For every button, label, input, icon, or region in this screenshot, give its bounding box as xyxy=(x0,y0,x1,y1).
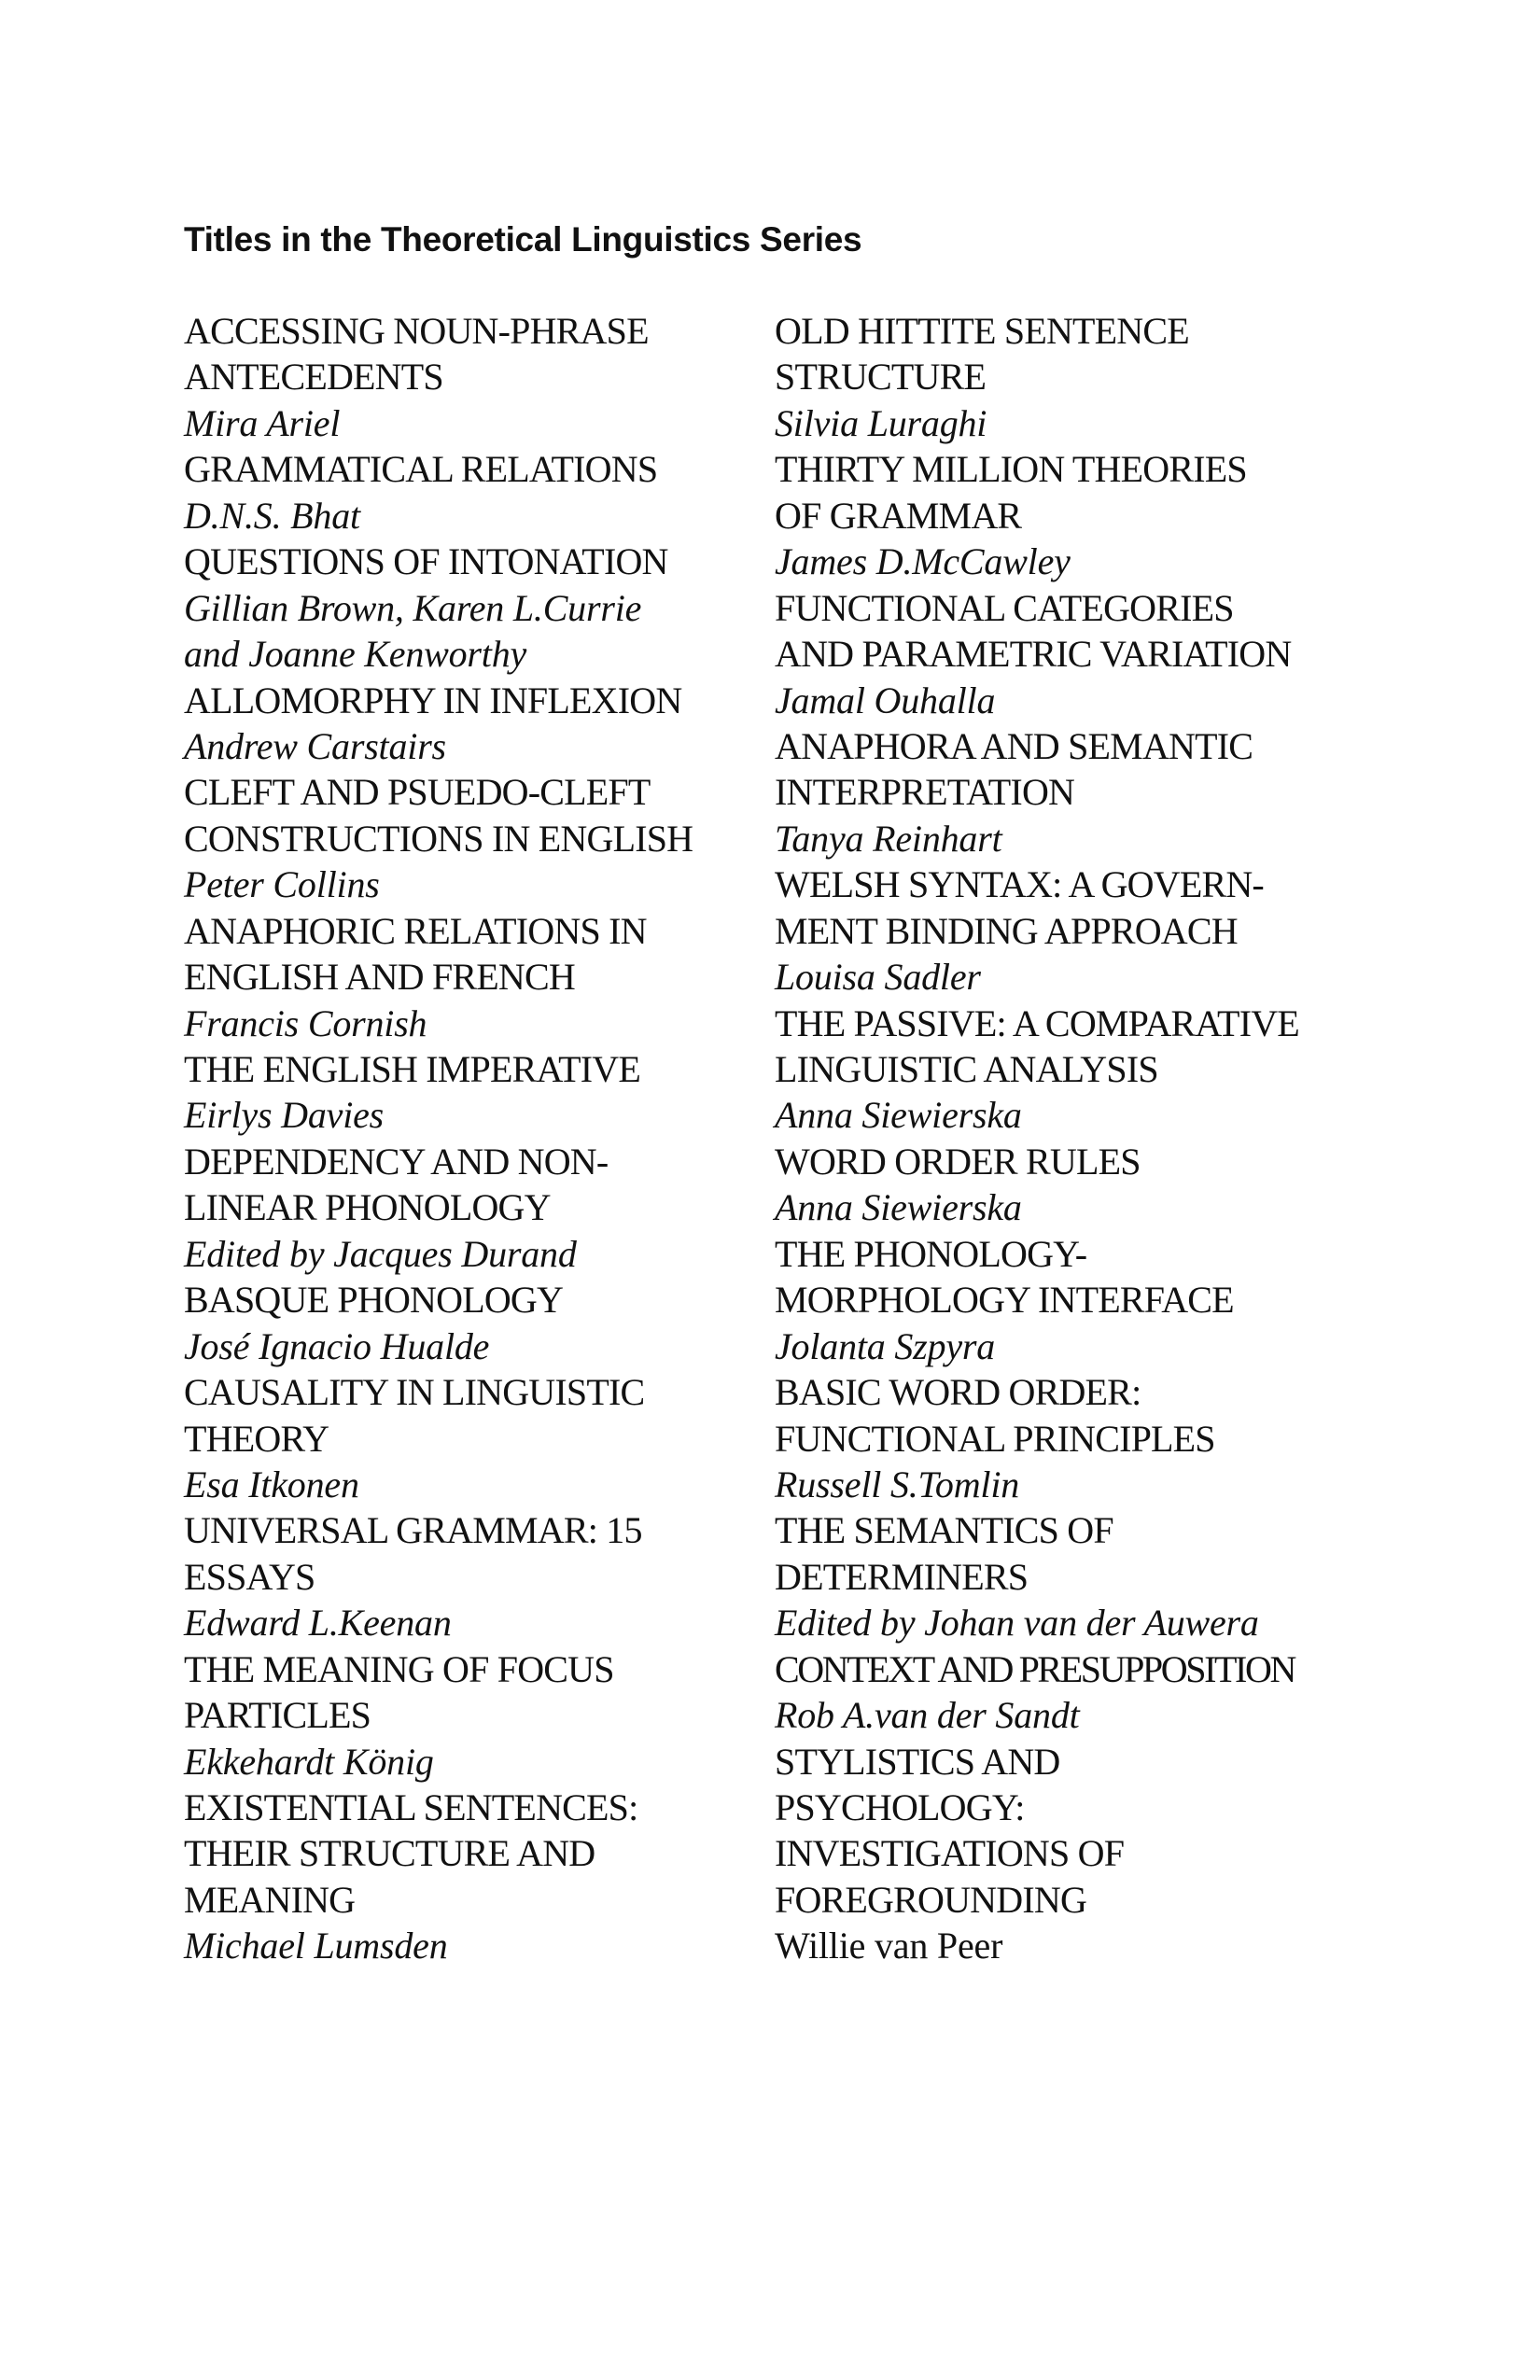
book-author: Anna Siewierska xyxy=(775,1094,1022,1137)
book-author: José Ignacio Hualde xyxy=(184,1324,490,1367)
book-author: and Joanne Kenworthy xyxy=(184,633,527,676)
book-title-line: BASIC WORD ORDER: xyxy=(775,1371,1141,1414)
book-author: Edward L.Keenan xyxy=(184,1602,452,1645)
book-title-line: THE SEMANTICS OF xyxy=(775,1509,1113,1552)
book-title-line: FOREGROUNDING xyxy=(775,1878,1087,1921)
book-title-line: ENGLISH AND FRENCH xyxy=(184,956,575,999)
book-author: Andrew Carstairs xyxy=(184,724,446,767)
book-title-line: THE PHONOLOGY- xyxy=(775,1232,1087,1275)
book-title-line: THE PASSIVE: A COMPARATIVE xyxy=(775,1001,1299,1044)
book-title-line: DEPENDENCY AND NON- xyxy=(184,1140,609,1183)
book-title-line: ALLOMORPHY IN INFLEXION xyxy=(184,679,682,721)
book-author: Anna Siewierska xyxy=(775,1186,1022,1229)
book-author: Gillian Brown, Karen L.Currie xyxy=(184,586,642,629)
book-title-line: OLD HITTITE SENTENCE xyxy=(775,310,1189,352)
page-title: Titles in the Theoretical Linguistics Series xyxy=(184,220,862,259)
book-title-line: GRAMMATICAL RELATIONS xyxy=(184,448,658,491)
book-title-line: OF GRAMMAR xyxy=(775,494,1022,537)
book-author: Mira Ariel xyxy=(184,401,341,444)
book-author: Willie van Peer xyxy=(775,1925,1003,1967)
book-title-line: LINEAR PHONOLOGY xyxy=(184,1186,551,1229)
book-title-line: MENT BINDING APPROACH xyxy=(775,909,1238,952)
book-title-line: CONSTRUCTIONS IN ENGLISH xyxy=(184,817,693,860)
book-author: Edited by Johan van der Auwera xyxy=(775,1602,1259,1645)
book-title-line: THE ENGLISH IMPERATIVE xyxy=(184,1048,641,1090)
book-title-line: WELSH SYNTAX: A GOVERN- xyxy=(775,863,1264,906)
book-title-line: THEIR STRUCTURE AND xyxy=(184,1832,595,1875)
book-title-line: FUNCTIONAL CATEGORIES xyxy=(775,586,1234,629)
book-author: Ekkehardt König xyxy=(184,1740,434,1783)
book-author: Francis Cornish xyxy=(184,1001,427,1044)
book-author: Jamal Ouhalla xyxy=(775,679,996,721)
book-author: D.N.S. Bhat xyxy=(184,494,360,537)
book-title-line: UNIVERSAL GRAMMAR: 15 xyxy=(184,1509,642,1552)
book-title-line: CAUSALITY IN LINGUISTIC xyxy=(184,1371,645,1414)
book-author: Tanya Reinhart xyxy=(775,817,1002,860)
book-title-line: LINGUISTIC ANALYSIS xyxy=(775,1048,1158,1090)
book-author: Jolanta Szpyra xyxy=(775,1324,996,1367)
book-title-line: INTERPRETATION xyxy=(775,771,1075,814)
book-author: Esa Itkonen xyxy=(184,1463,359,1505)
book-author: Eirlys Davies xyxy=(184,1094,385,1137)
book-title-line: WORD ORDER RULES xyxy=(775,1140,1141,1183)
left-title-column xyxy=(184,308,763,1969)
book-title-line: MORPHOLOGY INTERFACE xyxy=(775,1279,1234,1322)
book-author: Rob A.van der Sandt xyxy=(775,1694,1080,1737)
book-title-line: AND PARAMETRIC VARIATION xyxy=(775,633,1292,676)
book-title-line: STRUCTURE xyxy=(775,356,987,399)
book-title-line: STYLISTICS AND xyxy=(775,1740,1060,1783)
book-title-line: FUNCTIONAL PRINCIPLES xyxy=(775,1417,1215,1460)
book-title-line: ANAPHORA AND SEMANTIC xyxy=(775,724,1253,767)
book-title-line: EXISTENTIAL SENTENCES: xyxy=(184,1786,638,1828)
book-author: Edited by Jacques Durand xyxy=(184,1232,577,1275)
right-title-column xyxy=(775,308,1353,1969)
book-title-line: MEANING xyxy=(184,1878,356,1921)
book-author: Michael Lumsden xyxy=(184,1925,448,1967)
book-title-line: PARTICLES xyxy=(184,1694,371,1737)
book-author: Silvia Luraghi xyxy=(775,401,987,444)
book-title-line: ANAPHORIC RELATIONS IN xyxy=(184,909,647,952)
book-author: Russell S.Tomlin xyxy=(775,1463,1020,1505)
book-author: Louisa Sadler xyxy=(775,956,981,999)
book-title-line: THEORY xyxy=(184,1417,329,1460)
book-title-line: CONTEXT AND PRESUPPOSITION xyxy=(775,1647,1295,1690)
book-title-line: ESSAYS xyxy=(184,1555,315,1598)
book-title-line: ANTECEDENTS xyxy=(184,356,443,399)
book-title-line: BASQUE PHONOLOGY xyxy=(184,1279,564,1322)
book-title-line: THIRTY MILLION THEORIES xyxy=(775,448,1247,491)
book-title-line: QUESTIONS OF INTONATION xyxy=(184,540,668,583)
book-title-line: ACCESSING NOUN-PHRASE xyxy=(184,310,649,352)
book-author: James D.McCawley xyxy=(775,540,1071,583)
book-author: Peter Collins xyxy=(184,863,380,906)
book-title-line: INVESTIGATIONS OF xyxy=(775,1832,1125,1875)
book-title-line: DETERMINERS xyxy=(775,1555,1029,1598)
book-title-line: CLEFT AND PSUEDO-CLEFT xyxy=(184,771,651,814)
book-title-line: PSYCHOLOGY: xyxy=(775,1786,1025,1828)
book-title-line: THE MEANING OF FOCUS xyxy=(184,1647,614,1690)
